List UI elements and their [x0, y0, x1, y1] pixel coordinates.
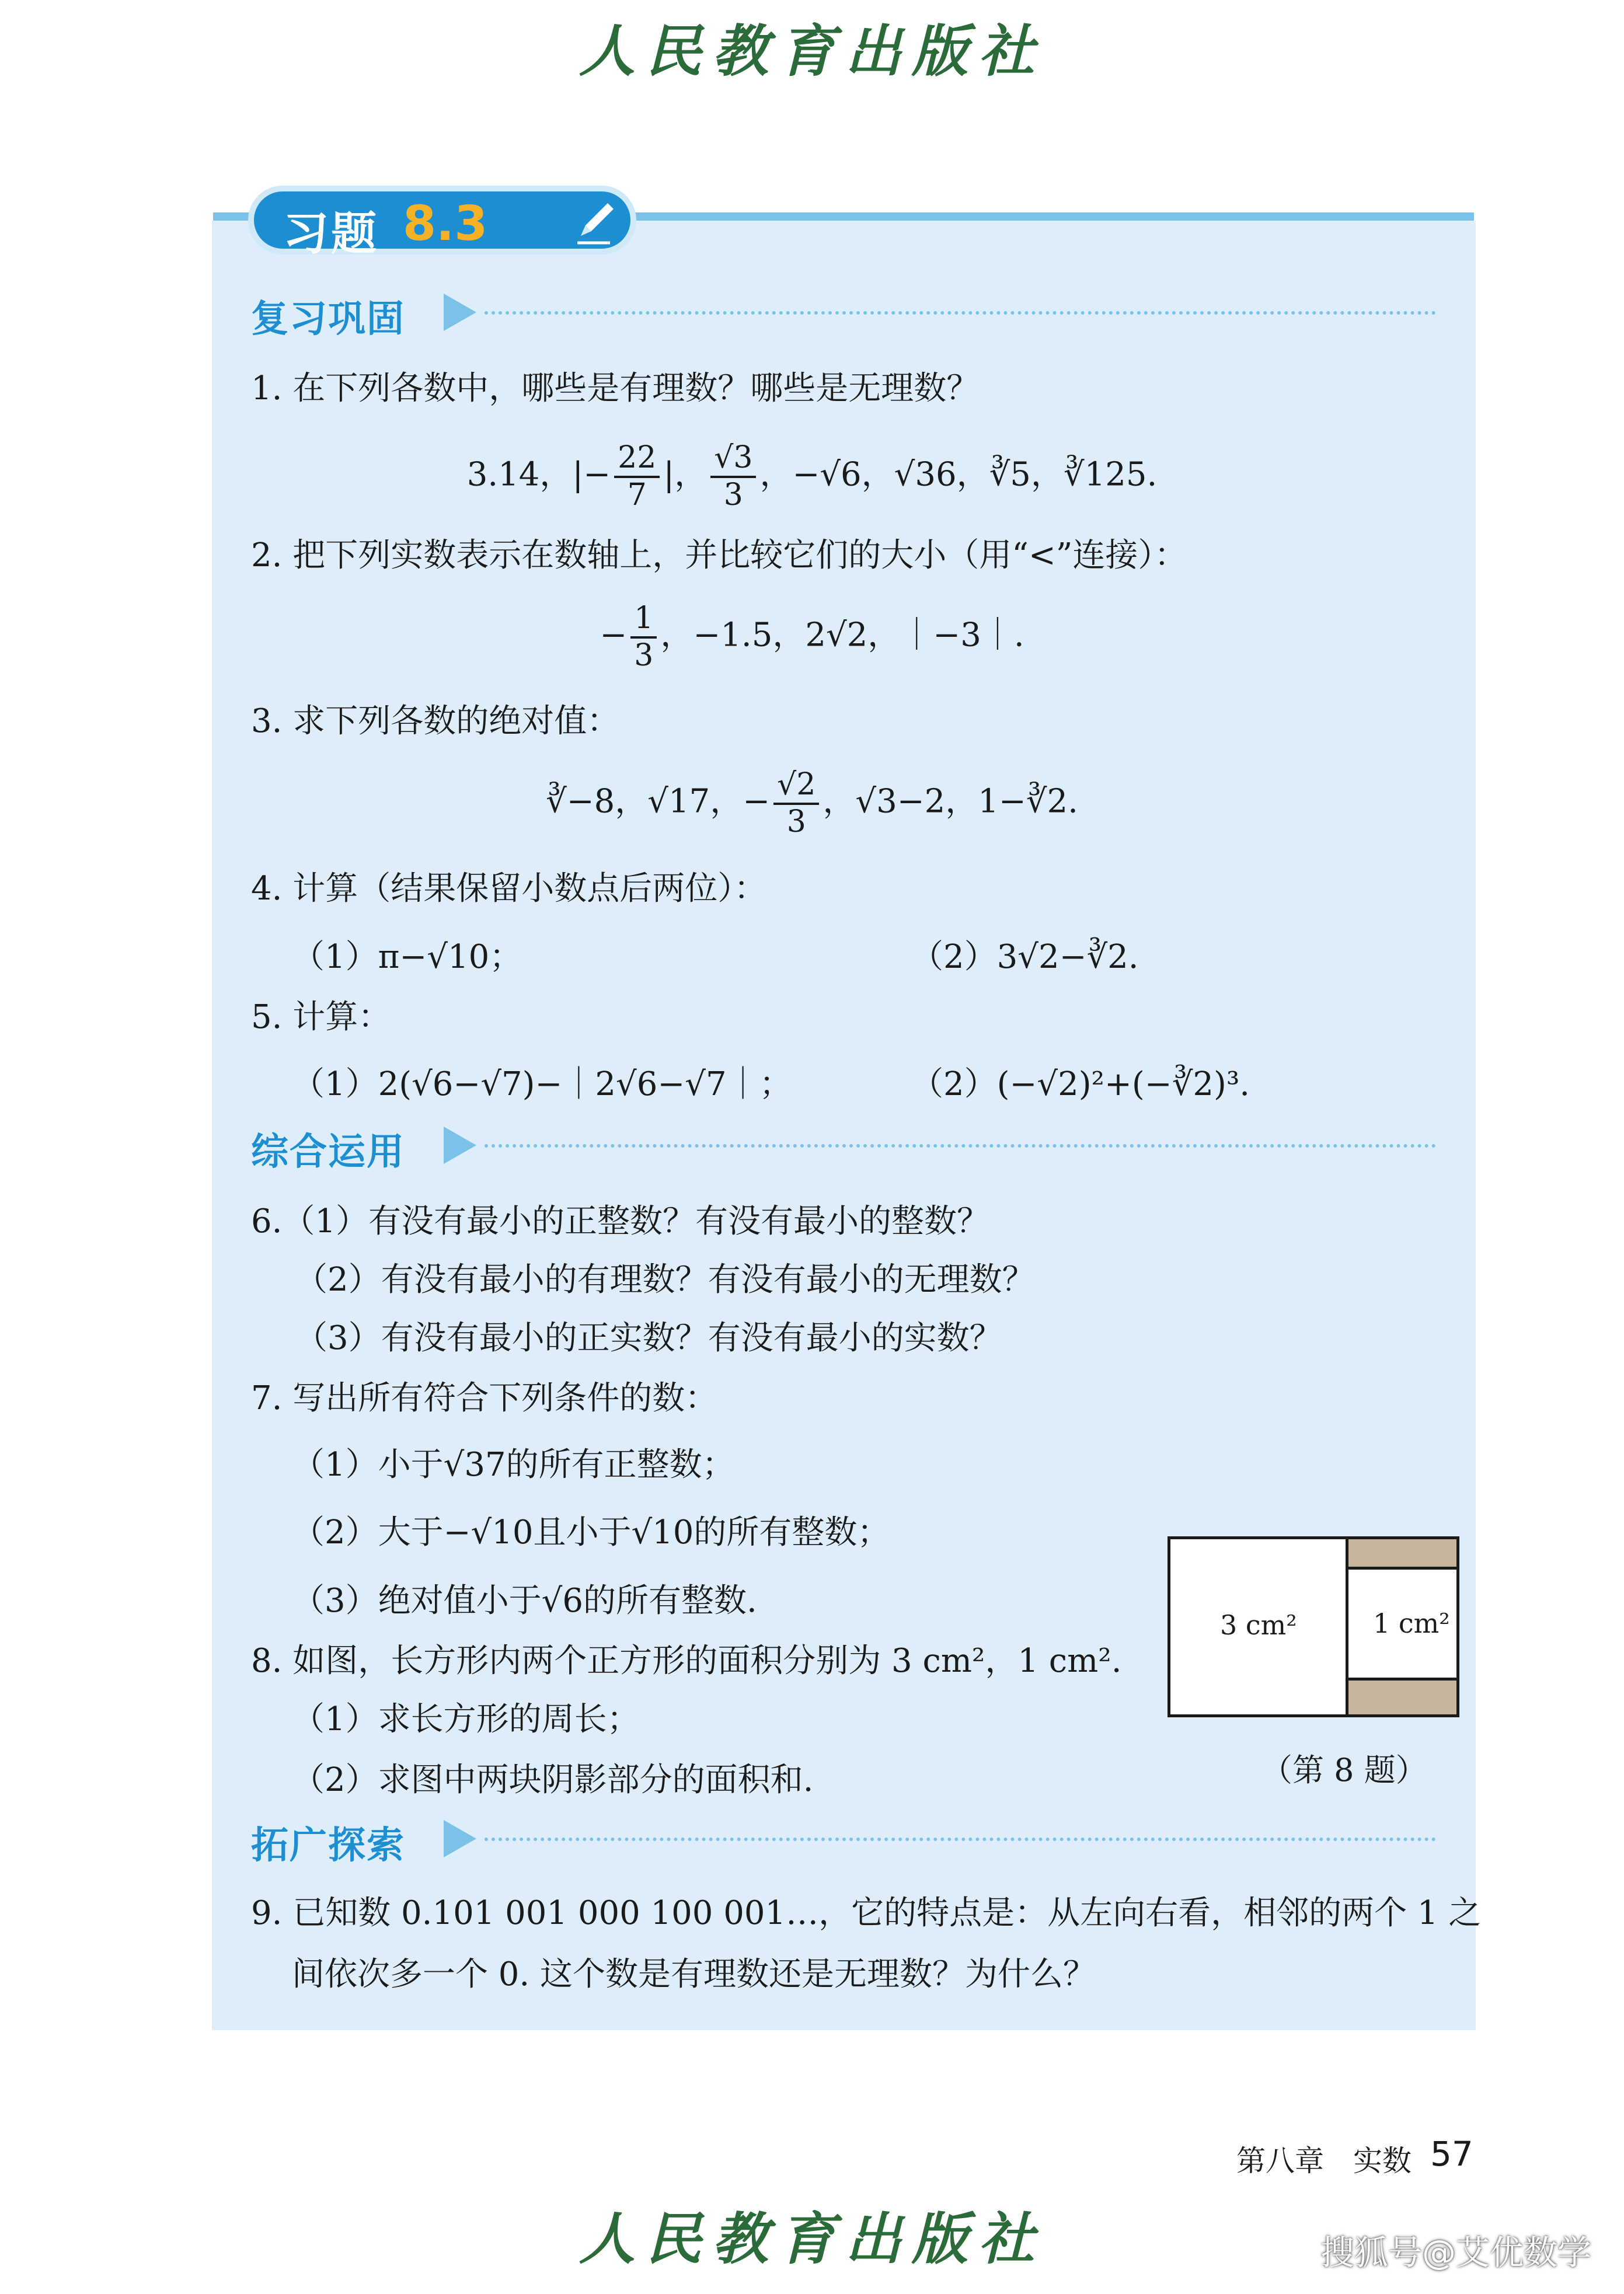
value-a: 3.14， [466, 455, 573, 494]
shaded-region-bottom [1346, 1678, 1459, 1717]
dotted-divider [485, 311, 1436, 315]
fraction-root2-3 [773, 768, 819, 840]
question-3: 3. 求下列各数的绝对值： [251, 702, 620, 740]
section-extension [251, 1815, 1436, 1867]
question-2: 2. 把下列实数表示在数轴上，并比较它们的大小（用“<”连接）： [251, 536, 1187, 574]
arrow-icon [444, 1127, 476, 1164]
question-5-part-2: （2）(−√2)²+(−∛2)³. [911, 1065, 1250, 1103]
question-8: 8. 如图，长方形内两个正方形的面积分别为 3 cm²，1 cm². [251, 1642, 1122, 1680]
abs-close: |， [663, 455, 708, 494]
numerator: √2 [773, 768, 819, 805]
question-6-part-2: （2）有没有最小的有理数？有没有最小的无理数？ [295, 1261, 1035, 1299]
question-4-part-2: （2）3√2−∛2. [911, 938, 1139, 976]
watermark-text: 搜狐号@艾优数学 [1320, 2233, 1592, 2272]
values-a: ∛−8，√17，− [546, 782, 771, 821]
question-4-part-1: （1）π−√10； [292, 938, 522, 976]
question-4: 4. 计算（结果保留小数点后两位）： [251, 870, 767, 908]
denominator: 3 [634, 637, 654, 673]
numerator: 22 [614, 441, 660, 478]
denominator: 7 [627, 477, 647, 513]
numerator: √3 [710, 441, 756, 478]
dotted-divider [485, 1144, 1436, 1148]
denominator: 3 [786, 804, 806, 839]
label-large-square: 3 cm² [1220, 1609, 1297, 1641]
abs-open: |− [572, 455, 611, 494]
values-rest: ，√3−2，1−∛2. [823, 782, 1078, 821]
question-7-part-3: （3）绝对值小于√6的所有整数. [292, 1582, 757, 1620]
section-application [251, 1122, 1436, 1174]
exercise-title: 习题 [283, 208, 379, 260]
question-6-part-3: （3）有没有最小的正实数？有没有最小的实数？ [295, 1319, 1002, 1357]
section-title: 综合运用 [251, 1131, 405, 1174]
numerator: 1 [630, 601, 657, 639]
denominator: 3 [723, 477, 743, 513]
publisher-logo-top: 人民教育出版社 [579, 18, 1045, 84]
page-number: 57 [1430, 2134, 1473, 2174]
question-9-line-2: 间依次多一个 0. 这个数是有理数还是无理数？为什么？ [292, 1955, 1096, 1993]
fraction-1-3 [630, 601, 657, 674]
question-3-numbers [0, 768, 1624, 840]
question-5: 5. 计算： [251, 998, 391, 1036]
question-7-part-1: （1）小于√37的所有正整数； [292, 1446, 735, 1484]
question-5-part-1: （1）2(√6−√7)−｜2√6−√7｜； [292, 1065, 792, 1103]
question-7-part-2: （2）大于−√10且小于√10的所有整数； [292, 1514, 890, 1552]
question-9-line-1: 9. 已知数 0.101 001 000 100 001…，它的特点是：从左向右看，相邻的两个 1 之 [251, 1894, 1482, 1932]
label-small-square: 1 cm² [1373, 1608, 1450, 1639]
question-6-part-1: 6.（1）有没有最小的正整数？有没有最小的整数？ [251, 1202, 990, 1240]
section-title: 复习巩固 [251, 298, 405, 341]
question-7: 7. 写出所有符合下列条件的数： [251, 1379, 718, 1417]
pencil-icon [569, 195, 622, 247]
arrow-icon [444, 1820, 476, 1857]
publisher-logo-bottom: 人民教育出版社 [579, 2206, 1045, 2272]
values-rest: ，−√6，√36，∛5，∛125. [759, 455, 1158, 494]
chapter-label: 第八章 实数 [1236, 2144, 1412, 2178]
shaded-region-top [1346, 1536, 1459, 1570]
section-review [251, 289, 1436, 341]
question-8-part-1: （1）求长方形的周长； [292, 1700, 640, 1738]
question-8-part-2: （2）求图中两块阴影部分的面积和. [292, 1761, 814, 1799]
minus-sign: − [600, 616, 628, 654]
arrow-icon [444, 294, 476, 331]
figure-caption: （第 8 题） [1261, 1752, 1427, 1789]
section-title: 拓广探索 [251, 1824, 405, 1867]
question-1: 1. 在下列各数中，哪些是有理数？哪些是无理数？ [251, 369, 980, 407]
question-1-numbers [0, 441, 1624, 513]
question-2-numbers [0, 601, 1624, 674]
figure-rectangle [1168, 1536, 1459, 1717]
values-rest: ，−1.5，2√2，｜−3｜. [660, 616, 1024, 654]
exercise-number: 8.3 [403, 196, 488, 252]
fraction-22-7 [614, 441, 660, 513]
fraction-root3-3 [710, 441, 756, 513]
dotted-divider [485, 1838, 1436, 1841]
exercise-badge [248, 186, 636, 260]
